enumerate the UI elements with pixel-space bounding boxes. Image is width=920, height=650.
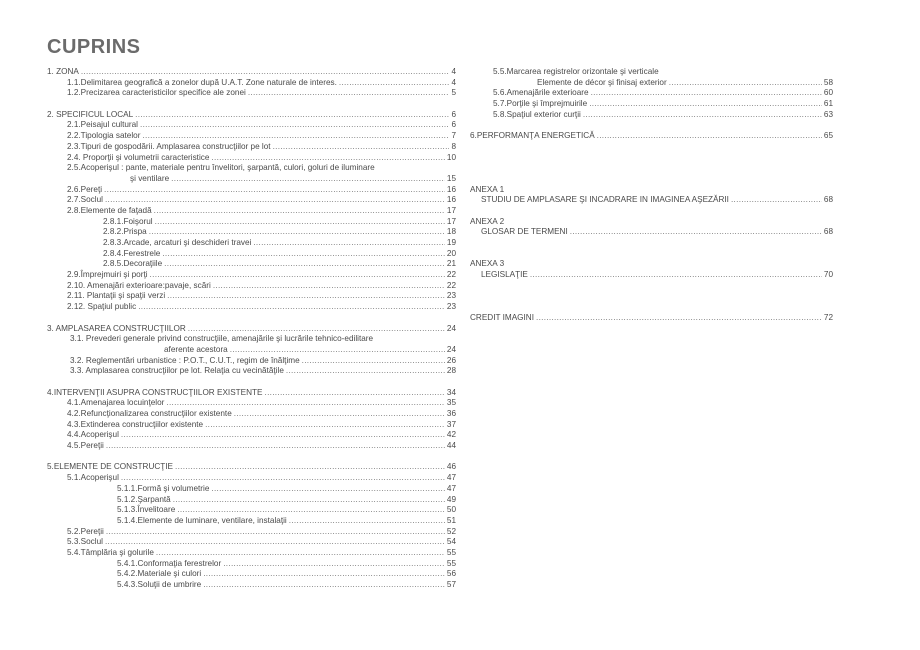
toc-entry-2-2[interactable]: 2.2.Tipologia satelor ..... 7 (47, 131, 456, 142)
toc-entry-2-1[interactable]: 2.1.Peisajul cultural ..... 6 (47, 120, 456, 131)
toc-entry-2-12[interactable]: 2.12. Spaţiul public ..... 23 (47, 302, 456, 313)
toc-entry-4-1[interactable]: 4.1.Amenajarea locuinţelor ..... 35 (47, 398, 456, 409)
toc-entry-5-1[interactable]: 5.1.Acoperişul ..... 47 (47, 473, 456, 484)
toc-entry-5-6[interactable]: 5.6.Amenajările exterioare ..... 60 (470, 88, 833, 99)
toc-entry-2-7[interactable]: 2.7.Soclul ..... 16 (47, 195, 456, 206)
toc-entry-2-5-cont[interactable]: şi ventilare ..... 15 (47, 174, 456, 185)
toc-entry-annex-1[interactable]: STUDIU DE AMPLASARE ŞI INCADRARE IN IMAGINEA AŞEZĂRII ..... 68 (470, 195, 833, 206)
toc-entry-5-1-3[interactable]: 5.1.3.Învelitoare ..... 50 (47, 505, 456, 516)
toc-entry-5-1-1[interactable]: 5.1.1.Formă şi volumetrie ..... 47 (47, 484, 456, 495)
toc-entry-5-7[interactable]: 5.7.Porţile şi împrejmuirile ..... 61 (470, 99, 833, 110)
toc-entry-1-2[interactable]: 1.2.Precizarea caracteristicilor specifice ale zonei ..... 5 (47, 88, 456, 99)
annex-3-heading: ANEXA 3 (470, 259, 505, 269)
toc-entry-3-1-cont[interactable]: aferente acestora ..... 24 (47, 345, 456, 356)
toc-entry-3[interactable]: 3. AMPLASAREA CONSTRUCŢIILOR ..... 24 (47, 324, 456, 335)
toc-entry-2-9[interactable]: 2.9.Împrejmuiri şi porţi ..... 22 (47, 270, 456, 281)
toc-entry-5-4-1[interactable]: 5.4.1.Conformaţia ferestrelor ..... 55 (47, 559, 456, 570)
toc-right-column (470, 67, 833, 324)
toc-entry-3-3[interactable]: 3.3. Amplasarea construcţiilor pe lot. Relaţia cu vecinătăţile ..... 28 (47, 366, 456, 377)
toc-entry-2-4[interactable]: 2.4. Proporţii şi volumetrii caracteristice ..... 10 (47, 153, 456, 164)
annex-2-heading: ANEXA 2 (470, 216, 505, 226)
toc-entry-2-10[interactable]: 2.10. Amenajări exterioare:pavaje, scări ..... 22 (47, 281, 456, 292)
toc-entry-annex-3[interactable]: LEGISLAŢIE ..... 70 (470, 270, 833, 281)
toc-entry-4[interactable]: 4.INTERVENŢII ASUPRA CONSTRUCŢIILOR EXISTENTE ..... 34 (47, 388, 456, 399)
toc-entry-2-8[interactable]: 2.8.Elemente de faţadă ..... 17 (47, 206, 456, 217)
toc-entry-4-3[interactable]: 4.3.Extinderea construcţiilor existente ..... 37 (47, 420, 456, 431)
page-title: CUPRINS (47, 36, 141, 58)
toc-entry-annex-2[interactable]: GLOSAR DE TERMENI ..... 68 (470, 227, 833, 238)
toc-entry-5-1-2[interactable]: 5.1.2.Şarpantă ..... 49 (47, 495, 456, 506)
toc-entry-3-1[interactable]: 3.1. Prevederi generale privind construcţiile, amenajările şi lucrările tehnico-edilitare (70, 334, 374, 344)
toc-entry-5[interactable]: 5.ELEMENTE DE CONSTRUCŢIE ..... 46 (47, 462, 456, 473)
toc-entry-2-8-3[interactable]: 2.8.3.Arcade, arcaturi şi deschideri travei ..... 19 (47, 238, 456, 249)
toc-entry-6[interactable]: 6.PERFORMANŢA ENERGETICĂ ..... 65 (470, 131, 833, 142)
toc-entry-2-8-2[interactable]: 2.8.2.Prispa ..... 18 (47, 227, 456, 238)
toc-entry-2[interactable]: 2. SPECIFICUL LOCAL ..... 6 (47, 110, 456, 121)
annex-1-heading: ANEXA 1 (470, 184, 505, 194)
toc-entry-4-2[interactable]: 4.2.Refuncţionalizarea construcţiilor existente ..... 36 (47, 409, 456, 420)
toc-entry-5-5-cont[interactable]: Elemente de décor şi finisaj exterior ..... 58 (470, 78, 833, 89)
toc-entry-2-8-4[interactable]: 2.8.4.Ferestrele ..... 20 (47, 249, 456, 260)
toc-entry-credit-images[interactable]: CREDIT IMAGINI ..... 72 (470, 313, 833, 324)
toc-entry-2-11[interactable]: 2.11. Plantaţii şi spaţii verzi ..... 23 (47, 291, 456, 302)
toc-entry-5-4-3[interactable]: 5.4.3.Soluţii de umbrire ..... 57 (47, 580, 456, 591)
toc-entry-2-5[interactable]: 2.5.Acoperişul : pante, materiale pentru învelitori, şarpantă, culori, goluri de iluminare (67, 163, 375, 173)
toc-entry-5-4-2[interactable]: 5.4.2.Materiale şi culori ..... 56 (47, 569, 456, 580)
toc-entry-4-5[interactable]: 4.5.Pereţii ..... 44 (47, 441, 456, 452)
toc-entry-1-1[interactable]: 1.1.Delimitarea geografică a zonelor după U.A.T. Zone naturale de interes. ..... 4 (47, 78, 456, 89)
toc-entry-5-8[interactable]: 5.8.Spaţiul exterior curţii ..... 63 (470, 110, 833, 121)
toc-entry-2-8-5[interactable]: 2.8.5.Decoraţiile ..... 21 (47, 259, 456, 270)
toc-entry-5-4[interactable]: 5.4.Tâmplăria şi golurile ..... 55 (47, 548, 456, 559)
toc-entry-5-5[interactable]: 5.5.Marcarea registrelor orizontale şi verticale (493, 67, 659, 76)
toc-entry-5-3[interactable]: 5.3.Soclul ..... 54 (47, 537, 456, 548)
toc-left-column (47, 67, 456, 591)
toc-entry-2-8-1[interactable]: 2.8.1.Foişorul ..... 17 (47, 217, 456, 228)
toc-entry-1[interactable]: 1. ZONA ..... 4 (47, 67, 456, 78)
toc-entry-2-6[interactable]: 2.6.Pereţi ..... 16 (47, 185, 456, 196)
toc-entry-2-3[interactable]: 2.3.Tipuri de gospodării. Amplasarea construcţiilor pe lot ..... 8 (47, 142, 456, 153)
toc-entry-5-1-4[interactable]: 5.1.4.Elemente de luminare, ventilare, instalaţii ..... 51 (47, 516, 456, 527)
toc-entry-4-4[interactable]: 4.4.Acoperişul ..... 42 (47, 430, 456, 441)
toc-entry-5-2[interactable]: 5.2.Pereţii ..... 52 (47, 527, 456, 538)
toc-entry-3-2[interactable]: 3.2. Reglementări urbanistice : P.O.T., C.U.T., regim de înălţime ..... 26 (47, 356, 456, 367)
